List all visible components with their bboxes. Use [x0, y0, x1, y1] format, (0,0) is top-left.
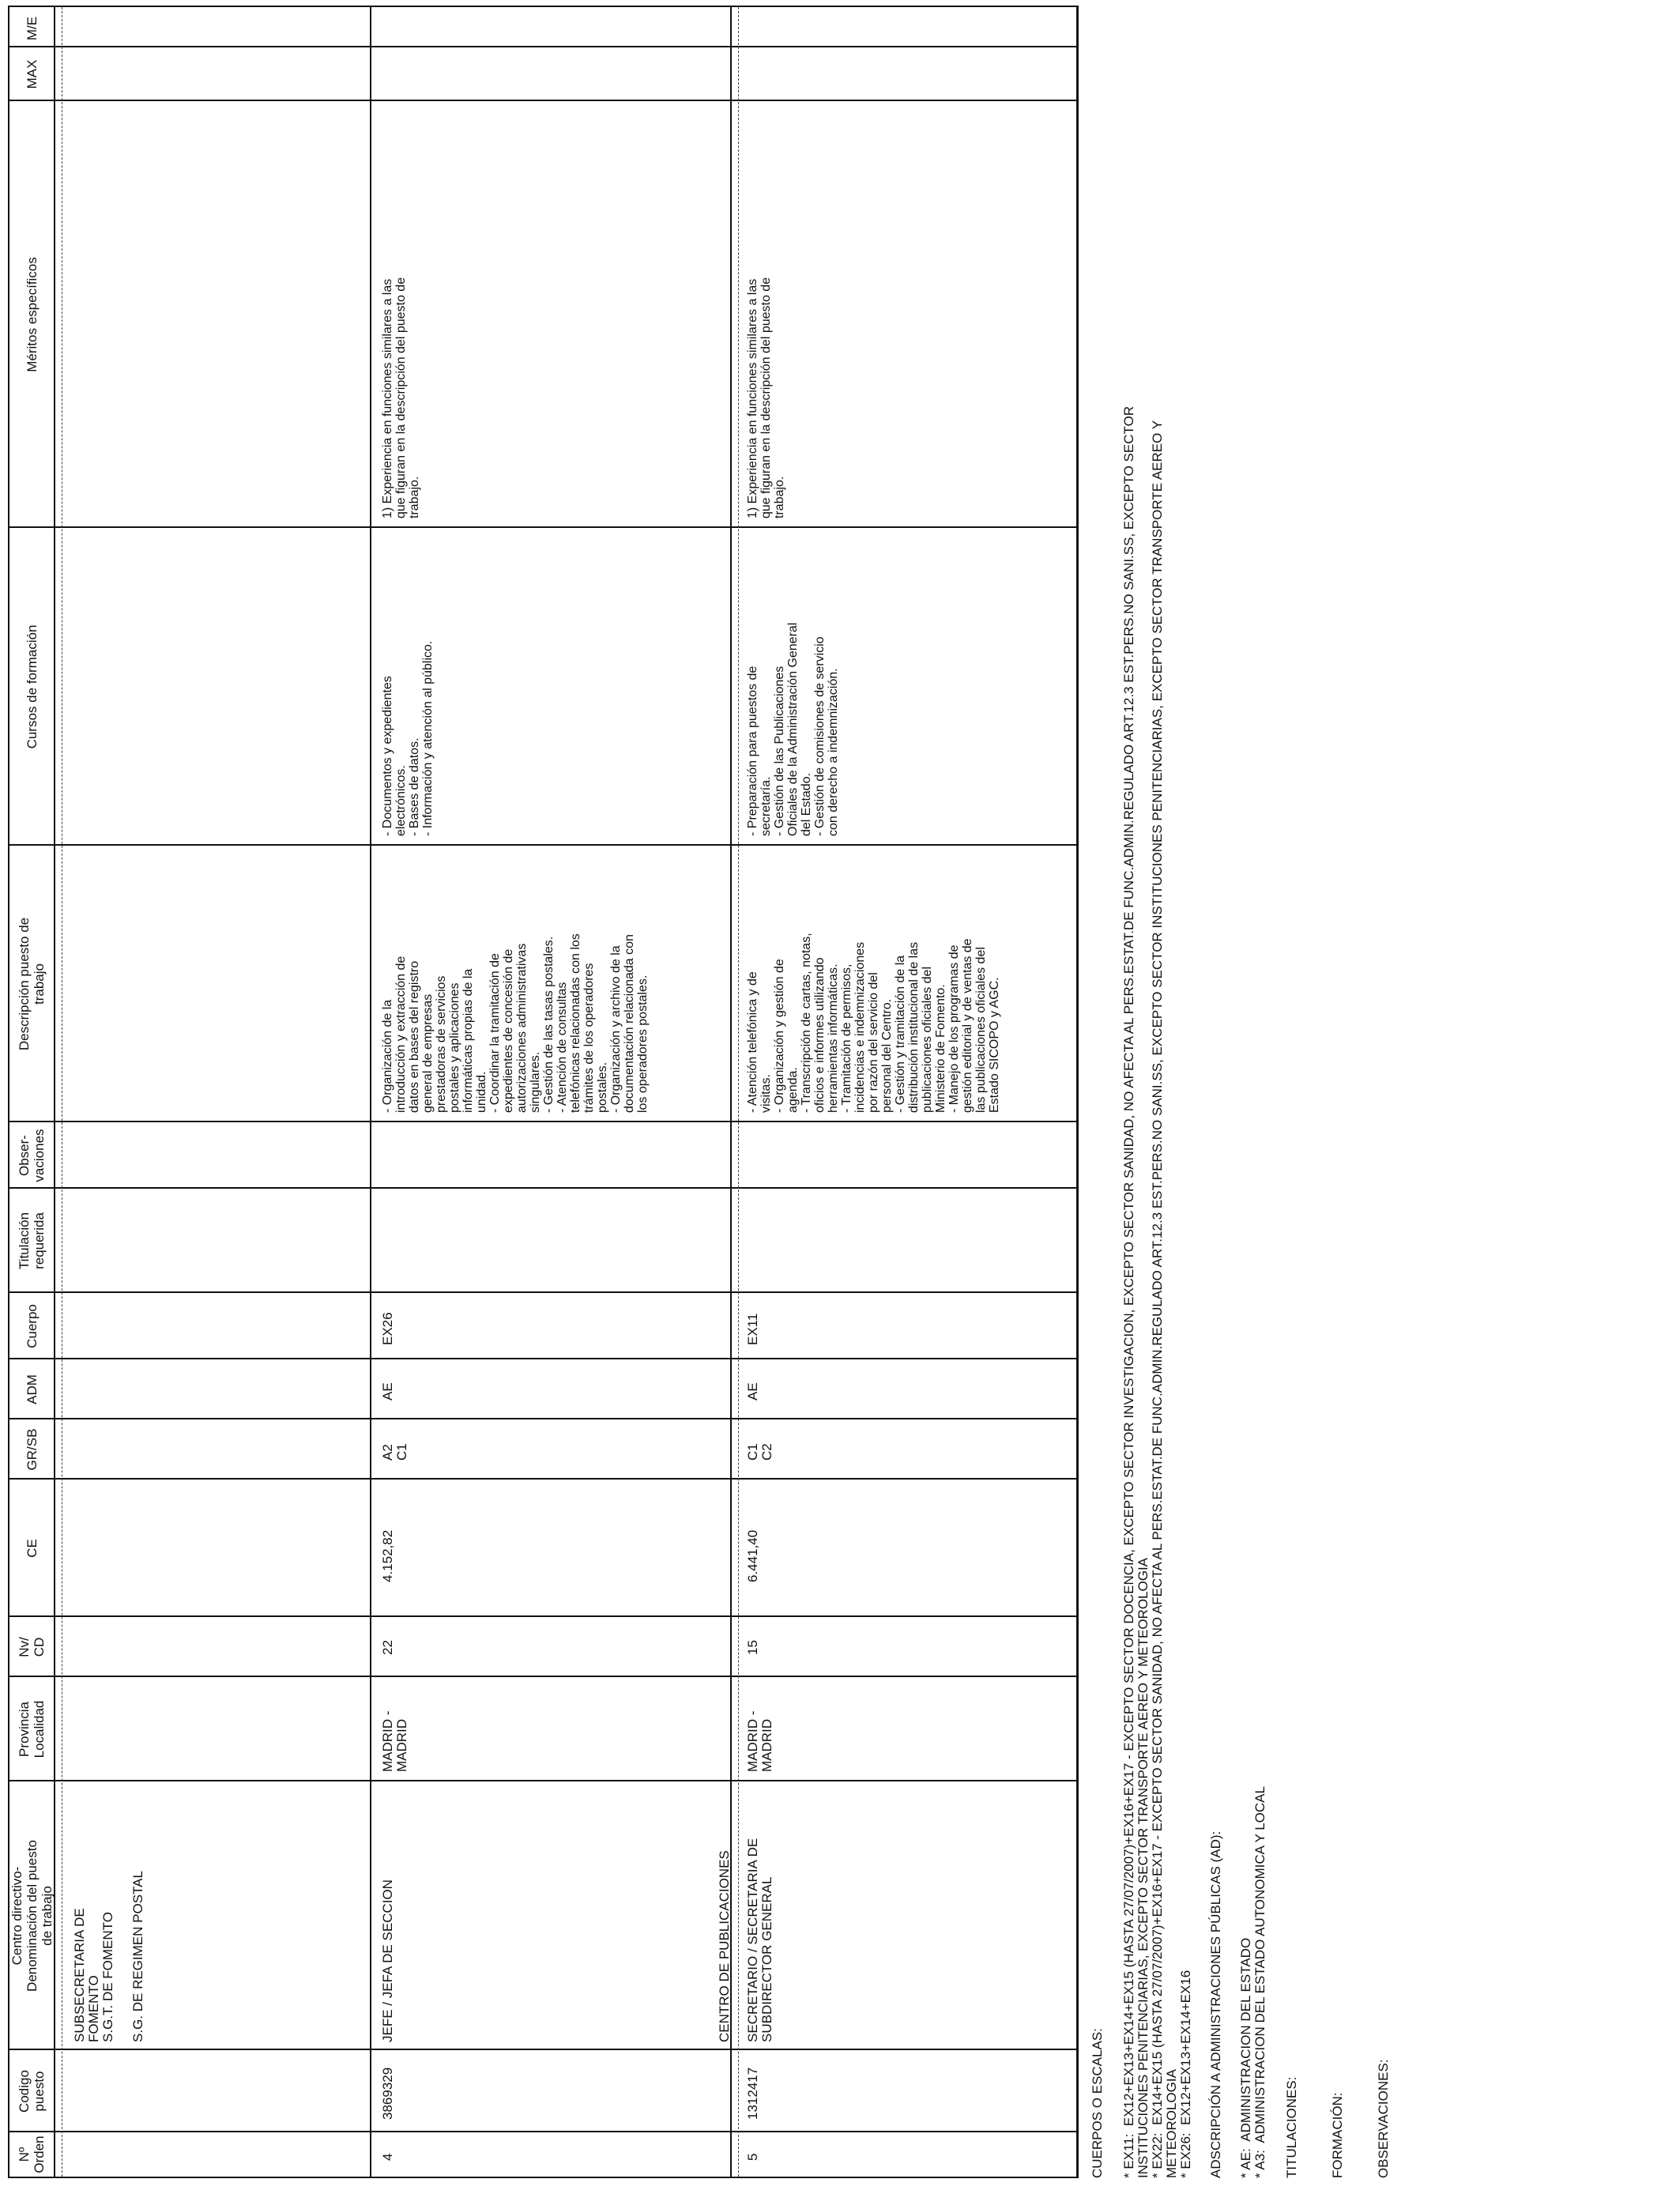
row-adm: AE: [745, 1382, 760, 1400]
col-max: [9, 46, 1076, 101]
notes: [1090, 13, 1391, 2178]
header-grsb: GR/SB: [24, 1428, 40, 1471]
row-cursos: - Preparación para puestos de secretaría. - Gestión de las Publicaciones Oficiales de la Administración General del Estado. - Gestión de comisiones de servicio con derecho a indemnización.: [746, 622, 840, 836]
row-ce: 4.152,82: [380, 1529, 395, 1582]
note-ex11: * EX11: EX12+EX13+EX14+EX15 (HASTA 27/07/2007)+EX16+EX17 - EXCEPTO SECTOR DOCENCIA, EXCEPTO SECTOR INVESTIGACION, EXCEPTO SECTOR SANIDAD, NO AFECTA AL PERS.ESTAT.DE FUNC.ADMIN.REGULADO ART.12.3 EST.PERS.NO SANI.SS, EXCEPTO SECTOR INSTITUCIONES PENITENCIARIAS, EXCEPTO SECTOR TRANSPORTE AEREO Y METEOROLOGIA: [1121, 405, 1151, 2178]
row-adm: AE: [380, 1382, 395, 1400]
notes-observaciones: OBSERVACIONES:: [1376, 2059, 1391, 2178]
row-orden: 5: [745, 2153, 760, 2161]
header-nvcd: Nv/ CD: [17, 1637, 47, 1657]
col-observaciones: [9, 1121, 1076, 1189]
row-nivel: 22: [380, 1640, 395, 1655]
col-meritos: [9, 100, 1076, 528]
notes-cuerpos-title: CUERPOS O ESCALAS:: [1090, 2028, 1105, 2178]
row-cuerpo: EX11: [745, 1313, 760, 1345]
notes-adscripcion-title: ADSCRIPCIÓN A ADMINISTRACIONES PÚBLICAS (AD):: [1208, 1830, 1223, 2178]
header-adm: ADM: [24, 1374, 40, 1404]
row-ce: 6.441,40: [745, 1529, 760, 1582]
header-orden: Nº Orden: [17, 2136, 47, 2173]
col-adm: [9, 1358, 1076, 1419]
row-cuerpo: EX26: [380, 1312, 395, 1345]
col-codigo: [9, 2049, 1076, 2132]
col-ce: [9, 1478, 1076, 1617]
group-subsecretaria: SUBSECRETARIA DE FOMENTO S.G.T. DE FOMENTO: [72, 1908, 115, 2042]
col-nvcd: [9, 1615, 1076, 1677]
note-ex26: * EX26: EX12+EX13+EX14+EX16: [1178, 1970, 1193, 2178]
row-provincia: MADRID - MADRID: [380, 1710, 409, 1772]
row-denominacion: SECRETARIO / SECRETARIA DE SUBDIRECTOR GENERAL: [745, 1838, 774, 2042]
row-provincia: MADRID - MADRID: [745, 1710, 774, 1772]
header-meritos: Méritos específicos: [24, 257, 40, 372]
row-codigo: 3869329: [380, 2067, 395, 2120]
note-ae: * AE: ADMINISTRACION DEL ESTADO: [1238, 1937, 1253, 2178]
header-provincia: Provincia Localidad: [17, 1700, 47, 1759]
dashed-rule-2: [738, 7, 739, 2177]
header-titulacion: Titulación requerida: [17, 1212, 47, 1270]
col-cuerpo: [9, 1291, 1076, 1359]
row-descripcion: - Atención telefónica y de visitas. - Organización y gestión de agenda. - Transcripción de cartas, notas, oficios e informes utilizando herramientas informáticas. - Tramitación de permisos, incidencias e indemnizaciones por razón del servicio del personal del Centro. - Gestión y tramitación de la distribución institucional de las publicaciones oficiales del Ministerio de Fomento. - Manejo de los programas de gestión editorial y de ventas de las publicaciones oficiales del Estado SICOPO y AGC.: [746, 933, 1001, 1113]
notes-formacion: FORMACIÓN:: [1330, 2092, 1345, 2178]
header-observaciones: Obser- vaciones: [17, 1129, 47, 1182]
row-denominacion: JEFE / JEFA DE SECCION: [380, 1879, 395, 2042]
row-codigo: 1312417: [745, 2067, 760, 2120]
header-max: MAX: [24, 59, 40, 89]
header-codigo: Codigo puesto: [17, 2070, 47, 2113]
header-ce: CE: [24, 1539, 40, 1558]
col-centro: [9, 1780, 1076, 2050]
job-table: [8, 6, 1079, 2178]
header-cursos: Cursos de formación: [24, 624, 40, 749]
row-grupo: C1 C2: [745, 1443, 774, 1461]
note-ex22: * EX22: EX14+EX15 (HASTA 27/07/2007)+EX16+EX17 - EXCEPTO SECTOR SANIDAD, NO AFECTA AL PERS.ESTAT.DE FUNC.ADMIN.REGULADO ART.12.3 EST.PERS.NO SANI.SS, EXCEPTO SECTOR INSTITUCIONES PENITENCIARIAS, EXCEPTO SECTOR TRANSPORTE AEREO Y METEOROLOGIA: [1150, 420, 1179, 2178]
col-me: [9, 9, 1076, 47]
col-provincia: [9, 1676, 1076, 1781]
row-meritos: 1) Experiencia en funciones similares a las que figuran en la descripción del puesto de trabajo.: [381, 277, 421, 518]
row-meritos: 1) Experiencia en funciones similares a las que figuran en la descripción del puesto de trabajo.: [746, 277, 786, 518]
row-grupo: A2 C1: [380, 1443, 409, 1461]
col-cursos: [9, 526, 1076, 846]
notes-titulaciones: TITULACIONES:: [1284, 2076, 1299, 2178]
header-descripcion: Descripción puesto de trabajo: [17, 917, 47, 1051]
col-orden: [9, 2131, 1076, 2177]
group-sg: S.G. DE REGIMEN POSTAL: [130, 1871, 145, 2042]
row-nivel: 15: [745, 1640, 760, 1655]
header-cuerpo: Cuerpo: [24, 1304, 40, 1348]
row-descripcion: - Organización de la introducción y extracción de datos en bases del registro general de empresas prestadoras de servicios postales y aplicaciones informáticas propias de la unidad. - Coordinar la tramitación de expedientes de concesión de autorizaciones administrativas singulares. - Gestión de las tasas postales. - Atención de consultas telefónicas relacionadas con los trámites de los operadores postales. - Organización y archivo de la documentación relacionada con los operadores postales.: [381, 933, 650, 1113]
col-titulacion: [9, 1187, 1076, 1293]
row-cursos: - Documentos y expedientes electrónicos. - Bases de datos. - Información y atención al público.: [381, 640, 435, 836]
header-me: M/E: [24, 16, 40, 41]
header-centro: Centro directivo- Denominación del puesto de trabajo: [9, 1840, 55, 1992]
group-centro: CENTRO DE PUBLICACIONES: [717, 1850, 732, 2042]
col-grsb: [9, 1418, 1076, 1480]
row-orden: 4: [380, 2153, 395, 2161]
row-rule: [370, 7, 371, 2177]
note-a3: * A3: ADMINISTRACION DEL ESTADO AUTONOMICA Y LOCAL: [1252, 1786, 1268, 2178]
